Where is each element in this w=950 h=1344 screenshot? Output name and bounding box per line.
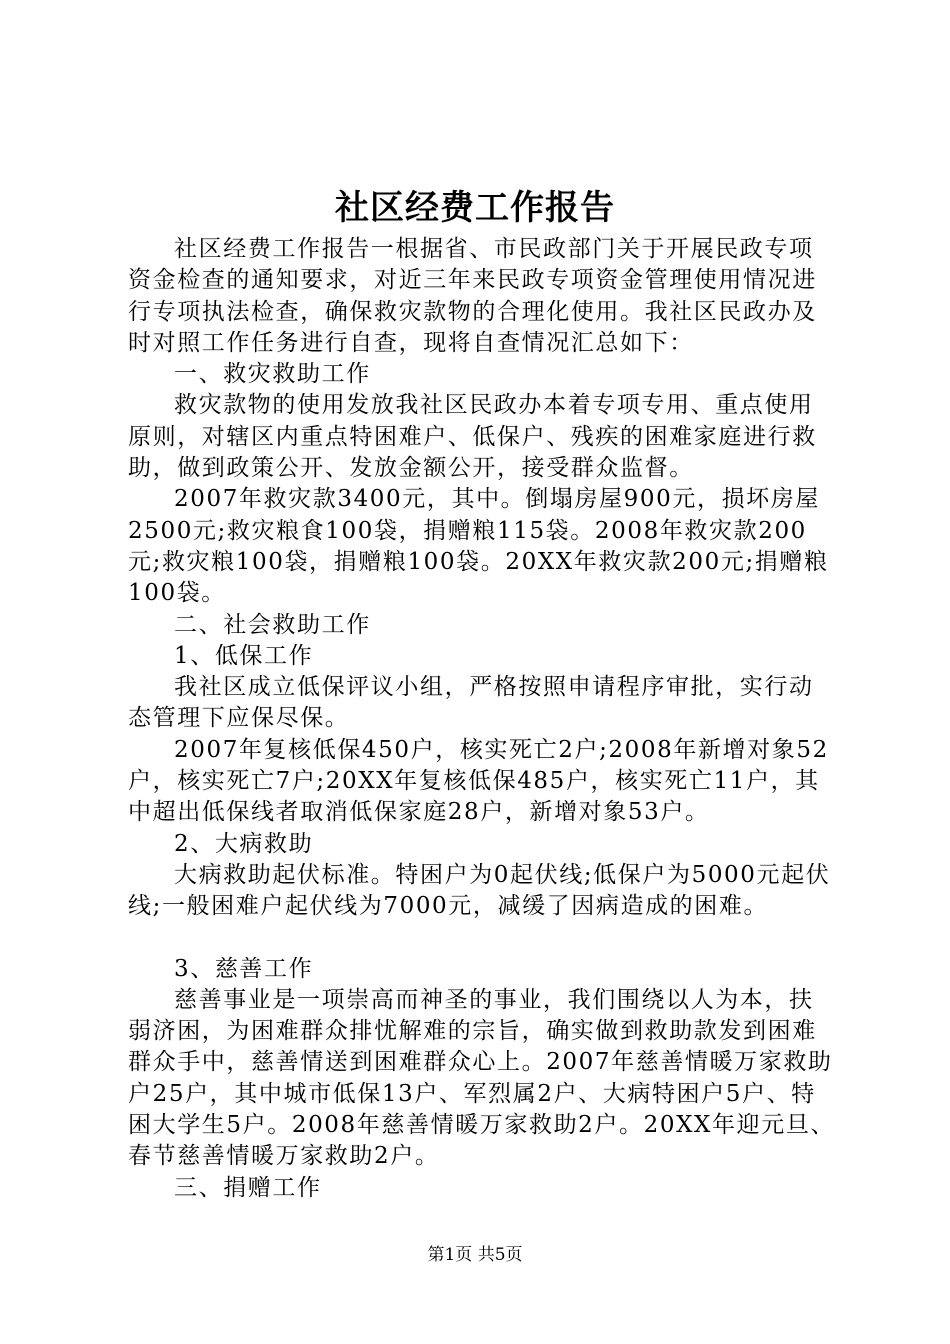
document-body xyxy=(128,234,838,1204)
serious-illness-paragraph: 大病救助起伏标准。特困户为0起伏线;低保户为5000元起伏线;一般困难户起伏线为7000元，减缓了因病造成的困难。 xyxy=(128,861,831,920)
page-footer: 第1页 共5页 xyxy=(427,1245,523,1265)
disaster-relief-paragraph: 救灾款物的使用发放我社区民政办本着专项专用、重点使用原则，对辖区内重点特困难户、低保户、残疾的困难家庭进行救助，做到政策公开、发放金额公开，接受群众监督。 xyxy=(128,392,817,482)
disaster-funds-paragraph: 2007年救灾款3400元，其中。倒塌房屋900元，损坏房屋2500元;救灾粮食100袋，捐赠粮115袋。2008年救灾款200元;救灾粮100袋，捐赠粮100袋。20XX年救灾款200元;捐赠粮100袋。 xyxy=(128,486,829,607)
minimum-living-paragraph: 我社区成立低保评议小组，严格按照申请程序审批，实行动态管理下应保尽保。 xyxy=(128,674,814,732)
intro-paragraph: 社区经费工作报告一根据省、市民政部门关于开展民政专项资金检查的通知要求，对近三年来民政专项资金管理使用情况进行专项执法检查，确保救灾款物的合理化使用。我社区民政办及时对照工作任务进行自查，现将自查情况汇总如下： xyxy=(128,236,817,356)
minimum-living-stats-paragraph: 2007年复核低保450户，核实死亡2户;2008年新增对象52户，核实死亡7户;20XX年复核低保485户，核实死亡11户，其中超出低保线者取消低保家庭28户，新增对象53户。 xyxy=(128,736,829,826)
charity-paragraph: 慈善事业是一项崇高而神圣的事业，我们围绕以人为本，扶弱济困，为困难群众排忧解难的宗旨，确实做到救助款发到困难群众手中，慈善情送到困难群众心上。2007年慈善情暖万家救助户25户，其中城市低保13户、军烈属2户、大病特困户5户、特困大学生5户。2008年慈善情暖万家救助2户。20XX年迎元旦、春节慈善情暖万家救助2户。 xyxy=(128,986,836,1170)
section-heading-social-assistance: 二、社会救助工作 xyxy=(174,611,371,638)
document-title: 社区经费工作报告 xyxy=(335,188,615,228)
section-heading-donations: 三、捐赠工作 xyxy=(174,1174,322,1201)
subheading-serious-illness: 2、大病救助 xyxy=(174,830,314,857)
section-heading-disaster-relief: 一、救灾救助工作 xyxy=(174,361,371,388)
subheading-charity: 3、慈善工作 xyxy=(174,955,314,982)
blank-line xyxy=(128,923,838,954)
subheading-minimum-living: 1、低保工作 xyxy=(174,642,314,669)
